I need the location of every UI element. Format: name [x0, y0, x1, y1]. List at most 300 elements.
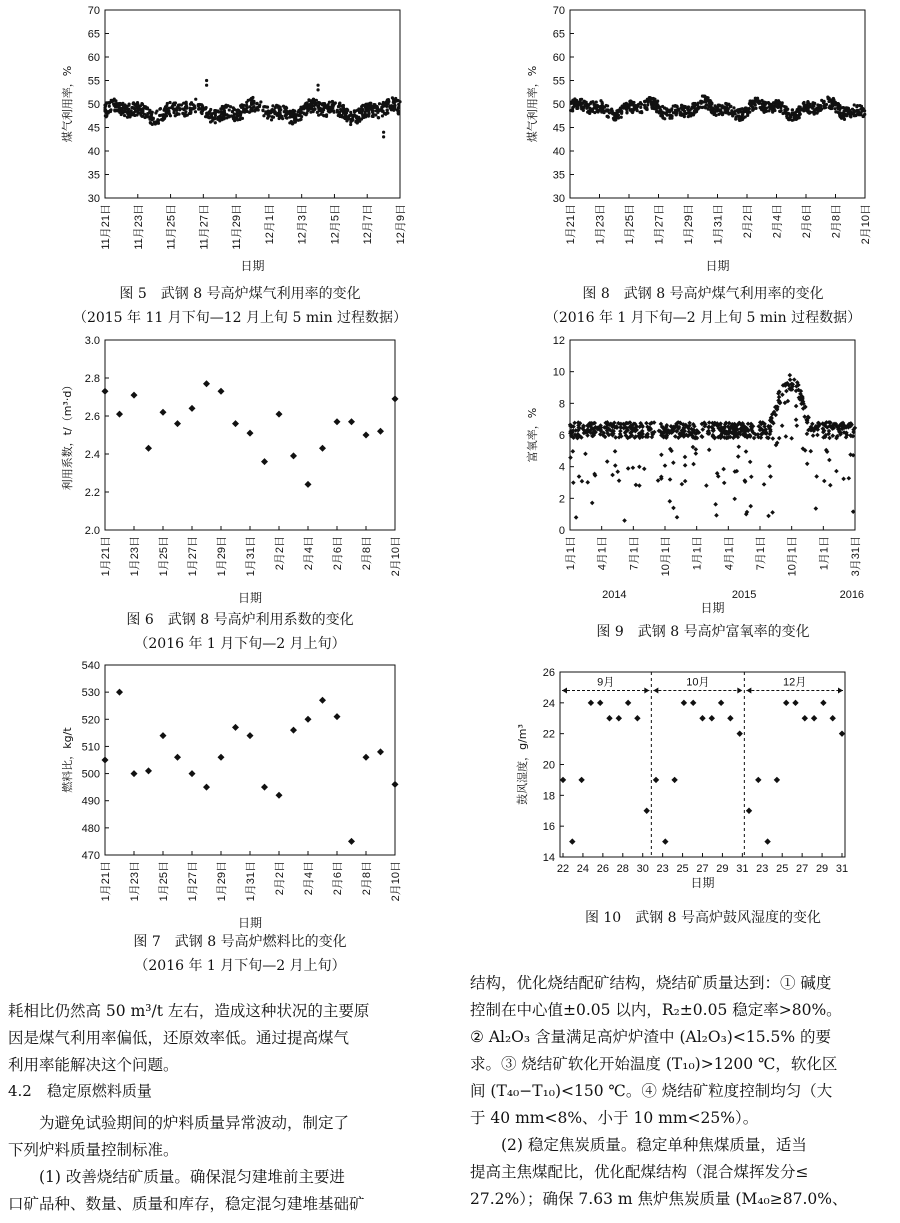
x-tick-label: 29 — [716, 863, 729, 875]
data-point — [694, 451, 699, 456]
data-point — [767, 464, 772, 469]
arrow-head — [746, 688, 751, 694]
data-point — [348, 838, 355, 845]
data-point — [388, 105, 391, 108]
data-point — [276, 792, 283, 799]
data-point — [777, 395, 782, 400]
data-point — [823, 104, 826, 107]
data-point — [746, 808, 752, 814]
x-tick-label: 25 — [776, 863, 789, 875]
data-point — [193, 106, 196, 109]
data-point — [672, 104, 675, 107]
data-point — [116, 411, 123, 418]
data-point — [748, 504, 753, 509]
data-point — [663, 463, 668, 468]
data-point — [727, 107, 730, 110]
data-point — [811, 433, 816, 438]
text-line: 间 (T₄₀−T₁₀)<150 ℃。④ 烧结矿粒度控制均匀（大 — [470, 1082, 833, 1100]
data-point — [814, 474, 819, 479]
y-tick-label: 50 — [552, 99, 565, 111]
data-point — [762, 110, 765, 113]
data-point — [838, 108, 841, 111]
data-point — [334, 713, 341, 720]
data-point — [649, 97, 652, 100]
data-point — [749, 102, 752, 105]
data-point — [675, 113, 678, 116]
data-point — [755, 777, 761, 783]
data-point — [160, 732, 167, 739]
data-point — [194, 110, 197, 113]
data-point — [266, 117, 269, 120]
data-point — [858, 104, 861, 107]
data-point — [575, 107, 578, 110]
data-point — [375, 105, 378, 108]
data-point — [236, 118, 239, 121]
data-point — [280, 115, 283, 118]
data-point — [665, 108, 668, 111]
data-point — [637, 483, 642, 488]
x-tick-label: 2月8日 — [361, 536, 373, 571]
data-point — [353, 110, 356, 113]
data-point — [813, 112, 816, 115]
data-point — [714, 109, 717, 112]
data-point — [110, 100, 113, 103]
data-point — [763, 106, 766, 109]
data-point — [167, 111, 170, 114]
data-point — [145, 767, 152, 774]
data-point — [660, 112, 663, 115]
data-point — [794, 404, 799, 409]
y-tick-label: 55 — [552, 75, 565, 88]
data-point — [214, 121, 217, 124]
data-point — [108, 105, 111, 108]
data-point — [654, 101, 657, 104]
data-point — [171, 105, 174, 108]
data-point — [811, 104, 814, 107]
data-point — [724, 102, 727, 105]
x-tick-label: 1月27日 — [187, 536, 199, 577]
y-tick-label: 70 — [552, 5, 565, 17]
data-point — [833, 107, 836, 110]
data-point — [132, 101, 135, 104]
data-point — [645, 107, 648, 110]
x-tick-label: 3月31日 — [850, 536, 862, 577]
data-point — [127, 104, 130, 107]
x-tick-label: 2月10日 — [860, 204, 872, 245]
y-tick-label: 65 — [552, 28, 565, 41]
x-tick-label: 23 — [756, 863, 769, 875]
y-tick-label: 480 — [81, 822, 100, 835]
data-point — [290, 727, 297, 734]
data-point — [251, 96, 254, 99]
data-point — [278, 111, 281, 114]
x-tick-label: 2月2日 — [274, 536, 286, 571]
data-point — [690, 700, 696, 706]
data-point — [606, 715, 612, 721]
data-point — [662, 838, 668, 844]
figure-caption — [518, 282, 888, 330]
x-tick-label: 2月6日 — [801, 204, 813, 239]
data-point — [344, 113, 347, 116]
data-point — [383, 103, 386, 106]
data-point — [625, 700, 631, 706]
data-point — [635, 107, 638, 110]
data-point — [650, 105, 653, 108]
data-point — [334, 101, 337, 104]
x-axis-label: 日期 — [690, 876, 715, 890]
y-tick-label: 70 — [87, 5, 100, 17]
body-text-left — [8, 998, 438, 1079]
data-point — [693, 110, 696, 113]
gas-utilization-chart-2016 — [520, 0, 880, 275]
x-tick-label: 7月1日 — [755, 536, 767, 571]
y-tick-label: 540 — [81, 660, 100, 672]
x-tick-label: 12月9日 — [395, 204, 407, 245]
data-point — [372, 112, 375, 115]
data-point — [360, 108, 363, 111]
x-axis-label: 日期 — [700, 601, 725, 615]
data-point — [746, 421, 751, 426]
data-point — [617, 478, 622, 483]
data-point — [775, 103, 778, 106]
data-point — [723, 108, 726, 111]
data-point — [773, 109, 776, 112]
x-tick-label: 27 — [696, 863, 709, 875]
y-tick-label: 30 — [552, 193, 565, 205]
data-point — [811, 715, 817, 721]
data-point — [261, 458, 268, 465]
data-point — [160, 409, 167, 416]
data-point — [342, 106, 345, 109]
data-point — [784, 434, 789, 439]
data-point — [754, 104, 757, 107]
data-point — [671, 777, 677, 783]
y-tick-label: 3.0 — [84, 335, 100, 347]
data-point — [315, 99, 318, 102]
data-point — [349, 120, 352, 123]
x-tick-label: 1月25日 — [158, 861, 170, 902]
data-point — [664, 112, 667, 115]
text-line: 提高主焦煤配比，优化配煤结构（混合煤挥发分≤ — [470, 1163, 809, 1181]
data-point — [178, 108, 181, 111]
data-point — [811, 101, 814, 104]
data-point — [748, 460, 753, 465]
data-point — [707, 448, 712, 453]
x-tick-label: 1月29日 — [683, 204, 695, 245]
x-tick-label: 2月2日 — [274, 861, 286, 896]
x-tick-label: 29 — [815, 863, 829, 875]
x-tick-label: 1月1日 — [818, 536, 831, 571]
data-point — [348, 418, 355, 425]
data-point — [707, 420, 712, 425]
data-point — [618, 425, 623, 430]
y-tick-label: 55 — [87, 75, 100, 88]
data-point — [316, 104, 319, 107]
data-point — [797, 106, 800, 109]
data-point — [826, 95, 829, 98]
x-tick-label: 1月31日 — [245, 861, 257, 902]
data-point — [136, 109, 139, 112]
data-point — [745, 107, 748, 110]
data-point — [262, 114, 265, 117]
data-point — [305, 716, 312, 723]
data-point — [736, 454, 741, 459]
data-point — [629, 101, 632, 104]
data-point — [691, 462, 696, 467]
data-point — [794, 417, 799, 422]
data-point — [297, 119, 300, 122]
x-tick-label: 31 — [835, 863, 849, 875]
data-point — [658, 111, 661, 114]
y-tick-label: 65 — [87, 28, 100, 41]
data-point — [847, 476, 852, 481]
outlier-point — [382, 135, 385, 138]
data-point — [679, 106, 682, 109]
data-point — [701, 94, 704, 97]
y-tick-label: 2 — [558, 493, 565, 506]
data-point — [350, 114, 353, 117]
data-point — [704, 483, 709, 488]
data-point — [267, 114, 270, 117]
figure-caption — [55, 608, 425, 656]
x-tick-label: 27 — [796, 863, 809, 875]
y-tick-label: 530 — [81, 687, 100, 700]
data-point — [247, 430, 254, 437]
data-point — [374, 113, 377, 116]
data-point — [625, 111, 628, 114]
data-point — [788, 373, 793, 378]
y-tick-label: 2.0 — [84, 525, 100, 537]
data-point — [386, 109, 389, 112]
x-tick-label: 1月29日 — [216, 861, 228, 902]
data-point — [309, 103, 312, 106]
data-point — [675, 515, 680, 520]
data-point — [688, 113, 691, 116]
data-point — [255, 102, 258, 105]
x-tick-label: 2月6日 — [332, 536, 344, 571]
data-point — [827, 458, 832, 463]
data-point — [123, 114, 126, 117]
year-label: 2015 — [731, 589, 757, 601]
data-point — [727, 715, 733, 721]
data-point — [356, 117, 359, 120]
data-point — [290, 452, 297, 459]
text-line: 因是煤气利用率偏低，还原效率低。通过提高煤气 — [8, 1029, 350, 1047]
x-tick-label: 1月21日 — [100, 536, 112, 577]
data-point — [357, 107, 360, 110]
data-point — [574, 515, 579, 520]
text-line: 为避免试验期间的炉料质量异常波动，制定了 — [8, 1114, 350, 1132]
data-point — [717, 113, 720, 116]
data-point — [708, 104, 711, 107]
data-point — [687, 105, 690, 108]
data-point — [804, 104, 807, 107]
data-point — [319, 445, 326, 452]
data-point — [221, 105, 224, 108]
data-point — [123, 109, 126, 112]
data-point — [139, 104, 142, 107]
y-tick-label: 10 — [552, 366, 565, 379]
data-point — [126, 115, 129, 118]
x-tick-label: 12月1日 — [263, 204, 276, 245]
data-point — [650, 102, 653, 105]
x-tick-label: 10月1日 — [660, 536, 672, 577]
data-point — [153, 121, 156, 124]
data-point — [625, 107, 628, 110]
y-axis-label: 利用系数，t/（m³·d） — [61, 379, 74, 491]
y-tick-label: 0 — [558, 525, 565, 537]
x-tick-label: 2月8日 — [361, 861, 373, 896]
data-point — [768, 102, 771, 105]
y-tick-label: 60 — [87, 52, 100, 64]
data-point — [729, 105, 732, 108]
data-point — [855, 105, 858, 108]
data-point — [326, 105, 329, 108]
data-point — [102, 757, 109, 764]
data-point — [103, 108, 106, 111]
data-point — [707, 108, 710, 111]
y-tick-label: 40 — [552, 146, 565, 158]
data-point — [722, 481, 727, 486]
y-tick-label: 50 — [87, 99, 100, 111]
data-point — [639, 106, 642, 109]
text-line: 27.2%）；确保 7.63 m 焦炉焦炭质量 (M₄₀≥87.0%、 — [470, 1190, 848, 1208]
y-axis-label: 鼓风湿度，g/m³ — [516, 724, 529, 805]
data-point — [762, 482, 767, 487]
outlier-point — [205, 79, 208, 82]
data-point — [378, 102, 381, 105]
data-point — [201, 106, 204, 109]
data-point — [620, 116, 623, 119]
data-point — [785, 110, 788, 113]
data-point — [606, 104, 609, 107]
y-tick-label: 35 — [87, 169, 100, 182]
data-point — [174, 114, 177, 117]
x-tick-label: 2月10日 — [390, 861, 402, 902]
data-point — [842, 116, 845, 119]
data-point — [163, 114, 166, 117]
data-point — [827, 100, 830, 103]
caption-line: 图 8 武钢 8 号高炉煤气利用率的变化 — [582, 286, 824, 302]
data-point — [308, 105, 311, 108]
y-tick-label: 26 — [542, 667, 555, 679]
data-point — [339, 104, 342, 107]
data-point — [268, 110, 271, 113]
data-point — [774, 777, 780, 783]
data-point — [338, 102, 341, 105]
data-point — [737, 730, 743, 736]
data-point — [568, 455, 573, 460]
data-point — [356, 120, 359, 123]
data-point — [245, 104, 248, 107]
data-point — [792, 377, 797, 382]
data-point — [615, 469, 620, 474]
x-tick-label: 1月25日 — [624, 204, 636, 245]
data-point — [754, 107, 757, 110]
data-point — [820, 99, 823, 102]
text-line: 利用率能解决这个问题。 — [8, 1056, 179, 1074]
data-point — [258, 104, 261, 107]
y-tick-label: 2.2 — [84, 487, 100, 499]
y-tick-label: 4 — [558, 461, 565, 474]
data-point — [174, 754, 181, 761]
data-point — [228, 108, 231, 111]
x-tick-label: 31 — [736, 863, 749, 875]
data-point — [631, 465, 636, 470]
data-point — [611, 112, 614, 115]
data-point — [590, 501, 595, 506]
text-line: 于 40 mm<8%、小于 10 mm<25%）。 — [470, 1109, 759, 1127]
data-point — [220, 113, 223, 116]
data-point — [107, 111, 110, 114]
data-point — [345, 108, 348, 111]
data-point — [607, 116, 610, 119]
data-point — [382, 110, 385, 113]
data-point — [705, 103, 708, 106]
data-point — [634, 104, 637, 107]
data-point — [582, 109, 585, 112]
data-point — [784, 105, 787, 108]
data-point — [850, 112, 853, 115]
data-point — [113, 109, 116, 112]
data-point — [264, 110, 267, 113]
data-point — [300, 115, 303, 118]
data-point — [308, 99, 311, 102]
data-point — [714, 114, 717, 117]
data-point — [637, 464, 642, 469]
text-line: 结构，优化烧结配矿结构，烧结矿质量达到：① 碱度 — [470, 974, 832, 992]
data-point — [223, 111, 226, 114]
data-point — [194, 98, 197, 101]
data-point — [788, 377, 793, 382]
y-tick-label: 14 — [542, 852, 555, 864]
x-tick-label: 12月5日 — [329, 204, 342, 245]
data-point — [135, 113, 138, 116]
data-point — [595, 106, 598, 109]
data-point — [793, 116, 796, 119]
arrow-head — [644, 688, 649, 694]
data-point — [129, 111, 132, 114]
y-tick-label: 24 — [542, 697, 555, 710]
data-point — [741, 112, 744, 115]
data-point — [392, 109, 395, 112]
data-point — [318, 101, 321, 104]
data-point — [646, 103, 649, 106]
data-point — [304, 103, 307, 106]
data-point — [757, 102, 760, 105]
data-point — [233, 108, 236, 111]
data-point — [377, 428, 384, 435]
data-point — [613, 463, 618, 468]
data-point — [574, 103, 577, 106]
data-point — [736, 444, 741, 449]
data-point — [572, 421, 577, 426]
oxygen-enrichment-chart — [520, 330, 880, 615]
x-tick-label: 4月1日 — [596, 536, 609, 571]
data-point — [185, 102, 188, 105]
data-point — [277, 104, 280, 107]
caption-line: （2016 年 1 月下旬—2 月上旬） — [134, 636, 346, 652]
data-point — [748, 111, 751, 114]
data-point — [296, 110, 299, 113]
data-point — [714, 513, 719, 518]
data-point — [789, 118, 792, 121]
x-tick-label: 1月31日 — [712, 204, 725, 245]
data-point — [271, 115, 274, 118]
data-point — [764, 838, 770, 844]
x-tick-label: 2月2日 — [742, 204, 754, 239]
data-point — [334, 418, 341, 425]
